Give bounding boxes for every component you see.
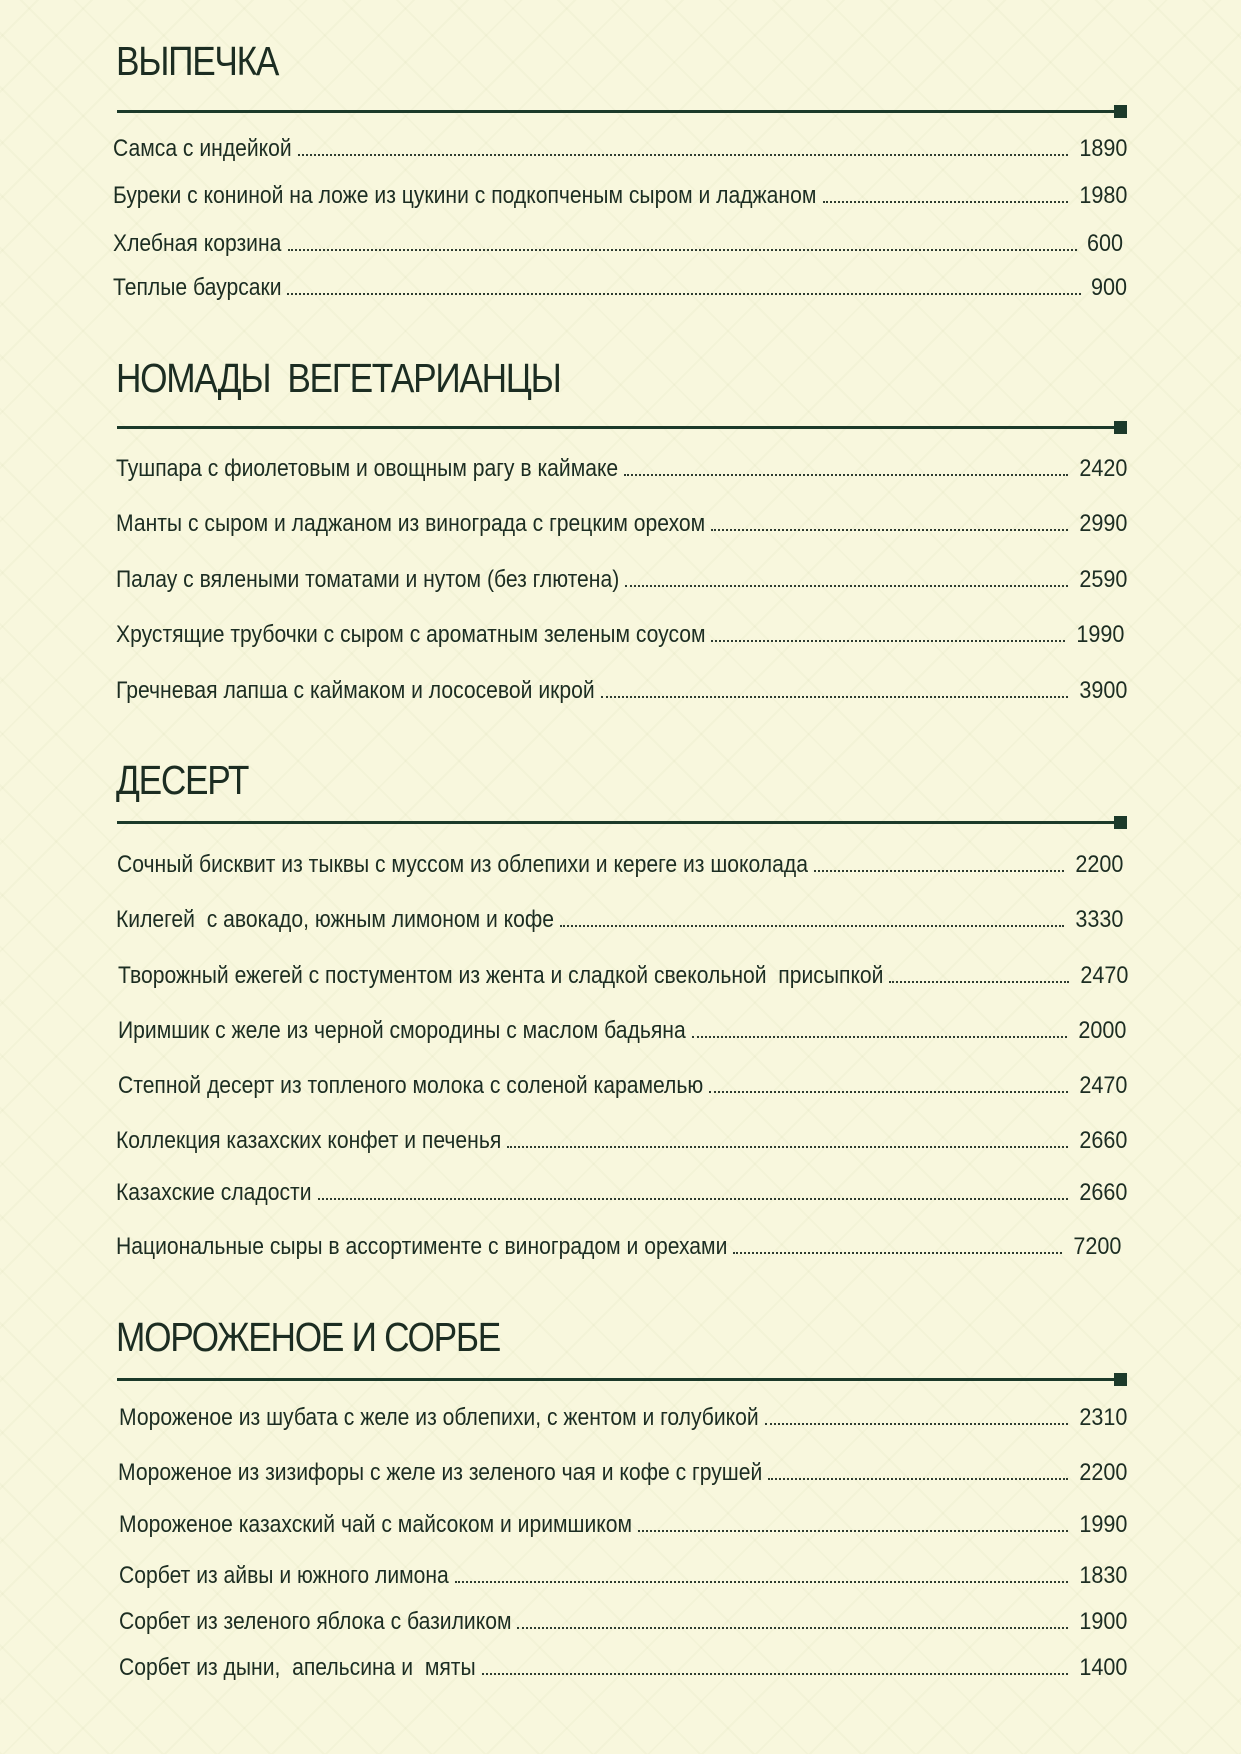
menu-item bbox=[118, 961, 1128, 991]
menu-item-price: 2000 bbox=[1077, 1017, 1126, 1044]
menu-item-price: 1980 bbox=[1078, 182, 1127, 209]
menu-item-name: Манты с сыром и ладжаном из винограда с грецким орехом bbox=[116, 510, 706, 537]
menu-item-name: Сорбет из дыни, апельсина и мяты bbox=[119, 1654, 476, 1681]
menu-item-name: Теплые баурсаки bbox=[113, 274, 282, 301]
section-divider bbox=[117, 821, 1118, 824]
dot-leader bbox=[823, 201, 1068, 203]
menu-item-name: Творожный ежегей с постументом из жента и сладкой свекольной присыпкой bbox=[118, 962, 884, 989]
divider-end-square bbox=[1114, 105, 1127, 118]
section-divider bbox=[117, 1378, 1118, 1381]
menu-item-price: 2990 bbox=[1078, 510, 1127, 537]
menu-item-name: Мороженое казахский чай с майсоком и иримшиком bbox=[119, 1511, 633, 1538]
menu-item bbox=[118, 1071, 1127, 1101]
menu-item-price: 1990 bbox=[1078, 1511, 1127, 1538]
menu-item-name: Гречневая лапша с каймаком и лососевой икрой bbox=[116, 677, 595, 704]
menu-item-name: Коллекция казахских конфет и печенья bbox=[116, 1127, 502, 1154]
menu-item-name: Хлебная корзина bbox=[113, 230, 282, 257]
menu-item-name: Буреки с кониной на ложе из цукини с подкопченым сыром и ладжаном bbox=[113, 182, 817, 209]
dot-leader bbox=[482, 1673, 1068, 1675]
dot-leader bbox=[288, 249, 1077, 251]
menu-item bbox=[116, 454, 1127, 484]
dot-leader bbox=[733, 1252, 1062, 1254]
dot-leader bbox=[765, 1423, 1068, 1425]
menu-item-price: 2310 bbox=[1078, 1404, 1127, 1431]
menu-item-price: 2470 bbox=[1078, 1072, 1127, 1099]
menu-item-price: 1830 bbox=[1078, 1562, 1127, 1589]
dot-leader bbox=[692, 1036, 1067, 1038]
menu-item-name: Сорбет из зеленого яблока с базиликом bbox=[119, 1608, 512, 1635]
dot-leader bbox=[709, 1091, 1067, 1093]
menu-item bbox=[116, 1232, 1121, 1262]
section-divider bbox=[117, 426, 1118, 429]
menu-item-price: 2590 bbox=[1078, 566, 1127, 593]
menu-item-name: Килегей с авокадо, южным лимоном и кофе bbox=[116, 906, 555, 933]
menu-item-price: 600 bbox=[1086, 230, 1123, 257]
menu-item-name: Степной десерт из топленого молока с соленой карамелью bbox=[118, 1072, 704, 1099]
menu-item bbox=[113, 134, 1127, 164]
menu-item bbox=[116, 676, 1127, 706]
menu-item bbox=[119, 1607, 1127, 1637]
menu-item bbox=[116, 1126, 1127, 1156]
menu-item-price: 1900 bbox=[1078, 1608, 1127, 1635]
menu-item-price: 2200 bbox=[1074, 851, 1123, 878]
menu-item bbox=[117, 850, 1123, 880]
menu-item-price: 2470 bbox=[1079, 962, 1128, 989]
dot-leader bbox=[814, 870, 1063, 872]
menu-item-price: 3330 bbox=[1074, 906, 1123, 933]
dot-leader bbox=[638, 1530, 1068, 1532]
menu-item bbox=[113, 273, 1127, 303]
menu-item bbox=[113, 229, 1123, 259]
dot-leader bbox=[601, 696, 1068, 698]
menu-item-price: 1890 bbox=[1078, 135, 1127, 162]
menu-item-name: Самса с индейкой bbox=[113, 135, 292, 162]
menu-item bbox=[116, 509, 1127, 539]
menu-item-name: Тушпара с фиолетовым и овощным рагу в каймаке bbox=[116, 455, 619, 482]
menu-item-price: 2420 bbox=[1078, 455, 1127, 482]
menu-item-name: Иримшик с желе из черной смородины с маслом бадьяна bbox=[118, 1017, 686, 1044]
menu-item bbox=[116, 905, 1123, 935]
section-title: ВЫПЕЧКА bbox=[116, 38, 279, 84]
menu-item-price: 2200 bbox=[1078, 1459, 1127, 1486]
menu-item bbox=[118, 1458, 1127, 1488]
menu-item-price: 3900 bbox=[1078, 677, 1127, 704]
menu-item bbox=[119, 1403, 1127, 1433]
menu-item-name: Хрустящие трубочки с сыром с ароматным зеленым соусом bbox=[116, 621, 706, 648]
dot-leader bbox=[298, 154, 1068, 156]
menu-item bbox=[119, 1561, 1127, 1591]
dot-leader bbox=[507, 1146, 1068, 1148]
dot-leader bbox=[455, 1581, 1068, 1583]
divider-end-square bbox=[1114, 1373, 1127, 1386]
menu-item bbox=[116, 565, 1127, 595]
dot-leader bbox=[711, 640, 1064, 642]
menu-item-price: 2660 bbox=[1078, 1179, 1127, 1206]
divider-end-square bbox=[1114, 816, 1127, 829]
section-divider bbox=[117, 110, 1118, 113]
menu-item-name: Сорбет из айвы и южного лимона bbox=[119, 1562, 449, 1589]
menu-item-name: Сочный бисквит из тыквы с муссом из облепихи и кереге из шоколада bbox=[117, 851, 808, 878]
menu-item bbox=[116, 1178, 1127, 1208]
menu-item-name: Национальные сыры в ассортименте с виноградом и орехами bbox=[116, 1233, 728, 1260]
dot-leader bbox=[768, 1478, 1067, 1480]
menu-item-price: 2660 bbox=[1078, 1127, 1127, 1154]
section-title: ДЕСЕРТ bbox=[116, 757, 249, 803]
menu-item bbox=[119, 1653, 1127, 1683]
menu-item-name: Мороженое из зизифоры с желе из зеленого чая и кофе с грушей bbox=[118, 1459, 763, 1486]
dot-leader bbox=[889, 981, 1068, 983]
menu-item-price: 1990 bbox=[1075, 621, 1124, 648]
menu-item bbox=[116, 620, 1124, 650]
divider-end-square bbox=[1114, 421, 1127, 434]
dot-leader bbox=[711, 529, 1068, 531]
dot-leader bbox=[560, 925, 1064, 927]
menu-item-name: Мороженое из шубата с желе из облепихи, с жентом и голубикой bbox=[119, 1404, 759, 1431]
dot-leader bbox=[624, 474, 1068, 476]
menu-item bbox=[119, 1510, 1127, 1540]
dot-leader bbox=[517, 1627, 1067, 1629]
section-title: НОМАДЫ ВЕГЕТАРИАНЦЫ bbox=[116, 355, 561, 401]
menu-item bbox=[113, 181, 1127, 211]
dot-leader bbox=[318, 1198, 1068, 1200]
menu-item-price: 7200 bbox=[1072, 1233, 1121, 1260]
menu-item-name: Казахские сладости bbox=[116, 1179, 312, 1206]
dot-leader bbox=[625, 585, 1068, 587]
menu-item-price: 1400 bbox=[1078, 1654, 1127, 1681]
menu-item-price: 900 bbox=[1090, 274, 1127, 301]
dot-leader bbox=[287, 293, 1081, 295]
menu-item bbox=[118, 1016, 1126, 1046]
menu-item-name: Палау с вялеными томатами и нутом (без глютена) bbox=[116, 566, 620, 593]
section-title: МОРОЖЕНОЕ И СОРБЕ bbox=[116, 1314, 500, 1360]
